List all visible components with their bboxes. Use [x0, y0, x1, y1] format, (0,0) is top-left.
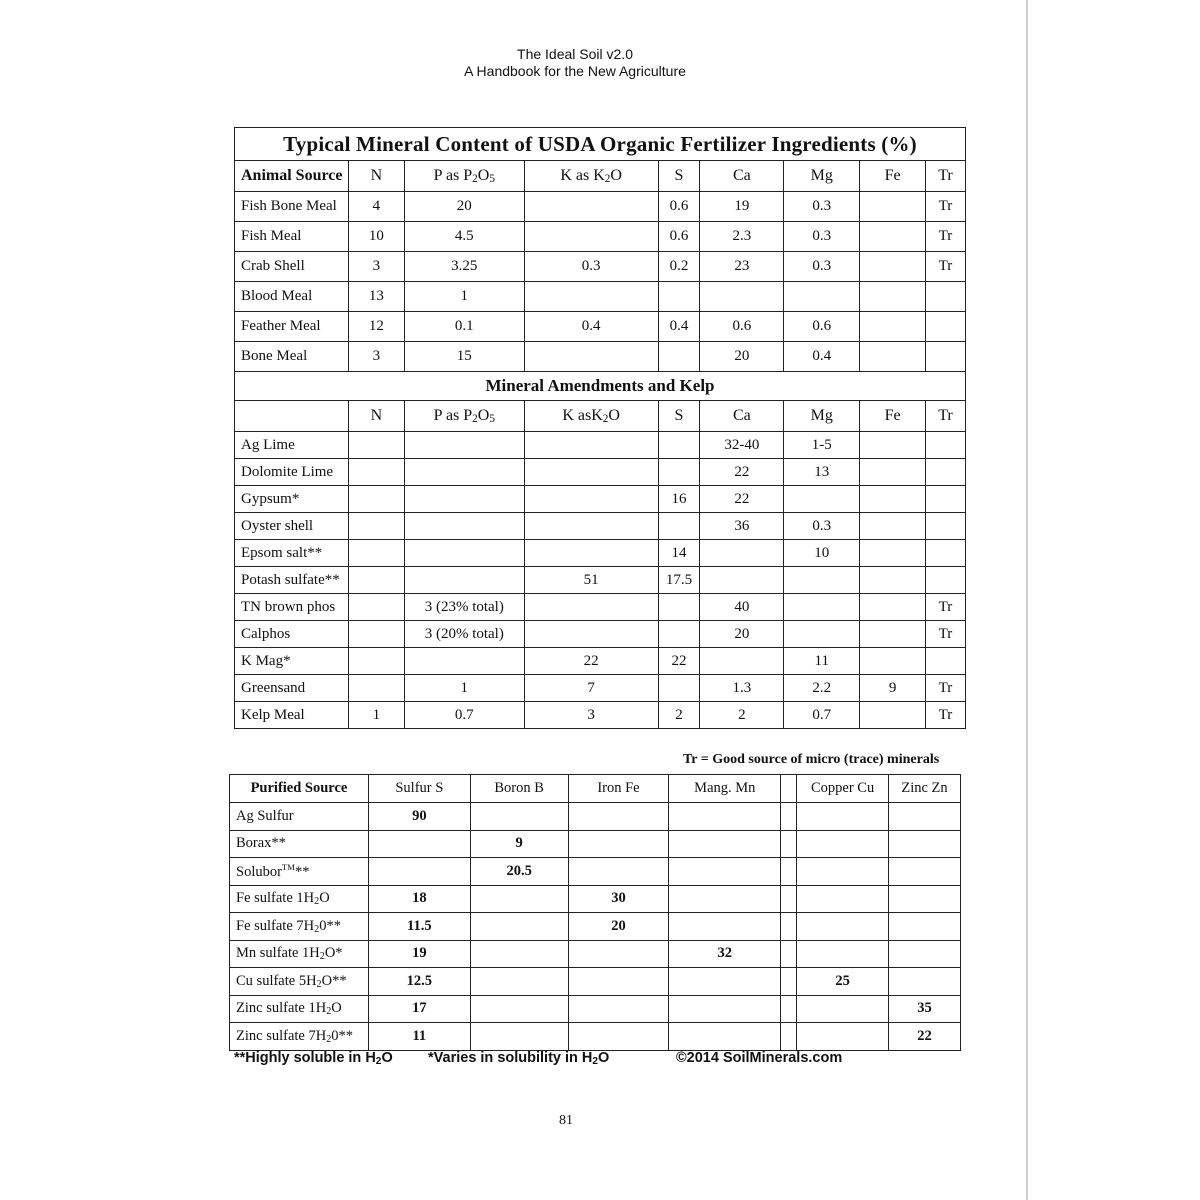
table-cell	[348, 432, 404, 459]
row-label: Crab Shell	[235, 252, 349, 282]
table-row	[230, 803, 961, 831]
table-row	[235, 282, 966, 312]
table-title: Typical Mineral Content of USDA Organic Fertilizer Ingredients (%)	[235, 128, 966, 161]
table-cell	[781, 830, 797, 858]
table-cell: 3	[348, 342, 404, 372]
table-row	[235, 675, 966, 702]
table-cell	[889, 940, 961, 968]
table-cell	[669, 968, 781, 996]
table-cell: Tr	[926, 702, 966, 729]
column-header: Zinc Zn	[889, 775, 961, 803]
row-label: Potash sulfate**	[235, 567, 349, 594]
table-cell	[348, 648, 404, 675]
table-cell: 19	[368, 940, 470, 968]
table-row	[230, 913, 961, 941]
table-cell: 0.6	[658, 192, 700, 222]
row-label: TN brown phos	[235, 594, 349, 621]
table-cell: 13	[784, 459, 860, 486]
column-header: K as $K_2O$	[524, 161, 658, 192]
table-cell: 0.3	[784, 192, 860, 222]
table-cell: 11.5	[368, 913, 470, 941]
table-row	[235, 486, 966, 513]
table-cell	[860, 621, 926, 648]
table-cell: 0.6	[784, 312, 860, 342]
table-row	[235, 702, 966, 729]
table-cell	[470, 1023, 568, 1051]
table-cell	[524, 486, 658, 513]
table-row	[235, 621, 966, 648]
table-cell: 20	[700, 342, 784, 372]
table-row	[235, 594, 966, 621]
table-cell: 16	[658, 486, 700, 513]
table-cell	[669, 803, 781, 831]
copyright: ©2014 SoilMinerals.com	[676, 1050, 843, 1066]
table-row	[235, 540, 966, 567]
table-cell: 36	[700, 513, 784, 540]
table-cell	[700, 648, 784, 675]
table-cell: 0.4	[784, 342, 860, 372]
animal-header-row	[235, 161, 966, 192]
column-header: Mang. Mn	[669, 775, 781, 803]
column-header	[781, 775, 797, 803]
table-cell: 15	[404, 342, 524, 372]
row-label: Ag Sulfur	[230, 803, 369, 831]
table-cell	[524, 342, 658, 372]
table-cell	[470, 803, 568, 831]
table-cell	[860, 648, 926, 675]
column-header: Iron Fe	[568, 775, 669, 803]
table-cell	[470, 940, 568, 968]
trace-note: Tr = Good source of micro (trace) minerals	[683, 752, 940, 767]
table-cell: 17.5	[658, 567, 700, 594]
table-cell: 2.3	[700, 222, 784, 252]
table-cell	[658, 594, 700, 621]
row-label: Zinc sulfate $7H_20**$	[230, 1023, 369, 1051]
column-header	[235, 401, 349, 432]
table-row	[230, 830, 961, 858]
table-cell	[524, 621, 658, 648]
table-cell: 4.5	[404, 222, 524, 252]
table-row	[235, 459, 966, 486]
column-header: S	[658, 401, 700, 432]
table-cell	[524, 513, 658, 540]
table-cell	[889, 803, 961, 831]
table-cell: 0.2	[658, 252, 700, 282]
column-header: P as $P_2O_5$	[404, 401, 524, 432]
table-cell	[860, 312, 926, 342]
column-header: Boron B	[470, 775, 568, 803]
row-label: Fish Bone Meal	[235, 192, 349, 222]
column-header: N	[348, 401, 404, 432]
table-row	[235, 192, 966, 222]
table-cell	[568, 830, 669, 858]
table-cell	[860, 282, 926, 312]
table-cell	[669, 995, 781, 1023]
table-cell: 2	[700, 702, 784, 729]
table-cell	[669, 913, 781, 941]
table-row	[235, 648, 966, 675]
table-row	[235, 567, 966, 594]
table-cell: 1	[404, 675, 524, 702]
footnote-varies	[428, 1050, 609, 1066]
table-cell: 22	[700, 486, 784, 513]
table-cell	[404, 567, 524, 594]
table-cell	[889, 968, 961, 996]
table-cell	[348, 594, 404, 621]
row-label: Dolomite Lime	[235, 459, 349, 486]
table-cell: 1.3	[700, 675, 784, 702]
table-cell	[797, 885, 889, 913]
table-row	[235, 432, 966, 459]
row-label: Calphos	[235, 621, 349, 648]
table-cell: 9	[470, 830, 568, 858]
table-cell: 40	[700, 594, 784, 621]
table-cell	[669, 858, 781, 886]
table-cell	[889, 830, 961, 858]
row-label: Bone Meal	[235, 342, 349, 372]
table-cell	[860, 459, 926, 486]
table-cell	[781, 968, 797, 996]
row-label: Kelp Meal	[235, 702, 349, 729]
column-header: Mg	[784, 161, 860, 192]
table-row	[230, 968, 961, 996]
table-row	[235, 312, 966, 342]
table-cell	[889, 858, 961, 886]
table-cell	[797, 913, 889, 941]
column-header: N	[348, 161, 404, 192]
table-cell	[797, 940, 889, 968]
table-cell: 2.2	[784, 675, 860, 702]
table-cell	[524, 459, 658, 486]
table-cell	[781, 913, 797, 941]
table-cell	[860, 540, 926, 567]
table-cell	[568, 968, 669, 996]
running-header	[0, 46, 1200, 80]
table-cell: 20	[700, 621, 784, 648]
table-cell	[860, 222, 926, 252]
column-header: Mg	[784, 401, 860, 432]
table-cell: 0.7	[404, 702, 524, 729]
column-header: Tr	[926, 161, 966, 192]
table-cell	[700, 540, 784, 567]
row-label: Zinc sulfate $1H_2O$	[230, 995, 369, 1023]
table-cell: 22	[889, 1023, 961, 1051]
fn-varies-text: *Varies in solubility in $H_2O$	[428, 1050, 610, 1067]
column-header: Sulfur S	[368, 775, 470, 803]
table-cell	[700, 282, 784, 312]
table-cell: 19	[700, 192, 784, 222]
mineral-title-row	[235, 372, 966, 401]
table-cell: 23	[700, 252, 784, 282]
row-label: K Mag*	[235, 648, 349, 675]
table-cell: 3	[348, 252, 404, 282]
table-cell: 0.1	[404, 312, 524, 342]
table-cell	[860, 567, 926, 594]
table-cell	[348, 486, 404, 513]
column-header: Tr	[926, 401, 966, 432]
table-cell	[781, 885, 797, 913]
table-cell: 1-5	[784, 432, 860, 459]
table-cell	[568, 995, 669, 1023]
table-cell: 3 (20% total)	[404, 621, 524, 648]
table-row	[230, 858, 961, 886]
book-subtitle: A Handbook for the New Agriculture	[464, 63, 686, 79]
table-cell	[926, 459, 966, 486]
table-cell	[889, 913, 961, 941]
table-cell: 1	[404, 282, 524, 312]
table-cell: 4	[348, 192, 404, 222]
table-cell	[348, 540, 404, 567]
table-cell	[524, 282, 658, 312]
table-cell	[658, 621, 700, 648]
row-label: Feather Meal	[235, 312, 349, 342]
table-cell	[781, 940, 797, 968]
table-cell: 0.7	[784, 702, 860, 729]
table-cell	[404, 459, 524, 486]
table-cell	[470, 968, 568, 996]
table-cell: 0.6	[658, 222, 700, 252]
table-cell	[860, 702, 926, 729]
table-cell	[568, 1023, 669, 1051]
table-cell: 30	[568, 885, 669, 913]
table-row	[235, 513, 966, 540]
purified-header-row	[230, 775, 961, 803]
table-cell	[926, 648, 966, 675]
table-cell: 10	[784, 540, 860, 567]
table-cell: 20.5	[470, 858, 568, 886]
table-cell	[348, 459, 404, 486]
mineral-header-row	[235, 401, 966, 432]
table-cell: 0.4	[524, 312, 658, 342]
table-cell	[797, 1023, 889, 1051]
column-header: Fe	[860, 401, 926, 432]
table-cell: 7	[524, 675, 658, 702]
table-cell	[404, 432, 524, 459]
table-cell	[658, 342, 700, 372]
table-cell	[368, 830, 470, 858]
footnote-highly-soluble	[234, 1050, 393, 1066]
section-title: Mineral Amendments and Kelp	[235, 372, 966, 401]
table-cell: 0.3	[524, 252, 658, 282]
table-cell: 51	[524, 567, 658, 594]
table-cell	[860, 486, 926, 513]
table-cell: 25	[797, 968, 889, 996]
row-label: Ag Lime	[235, 432, 349, 459]
column-header: S	[658, 161, 700, 192]
table-cell: 17	[368, 995, 470, 1023]
table-cell	[669, 830, 781, 858]
table-cell	[568, 940, 669, 968]
table-cell	[860, 192, 926, 222]
table-cell	[784, 567, 860, 594]
table-cell	[926, 342, 966, 372]
table-cell: 20	[568, 913, 669, 941]
table-cell: Tr	[926, 222, 966, 252]
table-cell: Tr	[926, 675, 966, 702]
row-label: Fe sulfate $1H_2O$	[230, 885, 369, 913]
table-cell	[669, 885, 781, 913]
table-cell: 0.6	[700, 312, 784, 342]
table-cell: 0.3	[784, 252, 860, 282]
fertilizer-table	[234, 127, 966, 729]
column-header: Ca	[700, 161, 784, 192]
table-row	[230, 995, 961, 1023]
table-cell	[658, 282, 700, 312]
table-row	[230, 885, 961, 913]
table-cell: 90	[368, 803, 470, 831]
table-row	[230, 1023, 961, 1051]
table-cell: 0.4	[658, 312, 700, 342]
table-cell: 9	[860, 675, 926, 702]
table-cell: 22	[524, 648, 658, 675]
table-cell: 11	[368, 1023, 470, 1051]
table-cell	[524, 222, 658, 252]
table-cell	[784, 594, 860, 621]
table-cell: 0.3	[784, 222, 860, 252]
column-header: Fe	[860, 161, 926, 192]
row-label: Fish Meal	[235, 222, 349, 252]
row-label: Oyster shell	[235, 513, 349, 540]
table-cell	[404, 486, 524, 513]
table-cell: 32-40	[700, 432, 784, 459]
row-label: Solubor™**	[230, 858, 369, 886]
table-cell: 3	[524, 702, 658, 729]
table-cell	[860, 342, 926, 372]
row-label: Epsom salt**	[235, 540, 349, 567]
table-cell	[524, 432, 658, 459]
column-header: Ca	[700, 401, 784, 432]
table-cell	[658, 675, 700, 702]
table-cell	[470, 995, 568, 1023]
table-cell: 12	[348, 312, 404, 342]
table-cell: 11	[784, 648, 860, 675]
table-cell	[404, 648, 524, 675]
purified-source-header: Purified Source	[230, 775, 369, 803]
table-cell	[926, 432, 966, 459]
table-cell: Tr	[926, 621, 966, 648]
table-cell	[348, 567, 404, 594]
table-cell	[781, 858, 797, 886]
table-cell: 2	[658, 702, 700, 729]
row-label: Borax**	[230, 830, 369, 858]
table-cell: 18	[368, 885, 470, 913]
table-cell	[926, 513, 966, 540]
fn-highly-soluble-text: **Highly soluble in $H_2O$	[234, 1050, 393, 1067]
table-cell	[784, 486, 860, 513]
table-cell: 3 (23% total)	[404, 594, 524, 621]
table-cell	[797, 830, 889, 858]
table-cell	[889, 885, 961, 913]
book-title: The Ideal Soil v2.0	[517, 46, 633, 62]
table-cell	[348, 675, 404, 702]
row-label: Fe sulfate $7H_20**$	[230, 913, 369, 941]
row-label: Blood Meal	[235, 282, 349, 312]
row-label: Gypsum*	[235, 486, 349, 513]
table-cell	[784, 621, 860, 648]
table-cell	[568, 858, 669, 886]
table-row	[230, 940, 961, 968]
table-cell: 14	[658, 540, 700, 567]
column-header: P as $P_2O_5$	[404, 161, 524, 192]
table-cell	[700, 567, 784, 594]
table-cell	[781, 1023, 797, 1051]
table-row	[235, 342, 966, 372]
table-cell	[524, 192, 658, 222]
table-cell	[524, 594, 658, 621]
table-cell	[404, 513, 524, 540]
table-cell	[926, 282, 966, 312]
table-cell: 10	[348, 222, 404, 252]
row-label: Greensand	[235, 675, 349, 702]
animal-source-header: Animal Source	[235, 161, 349, 192]
table-cell	[797, 858, 889, 886]
table-cell	[797, 995, 889, 1023]
table-cell	[568, 803, 669, 831]
table-cell: 0.3	[784, 513, 860, 540]
table-row	[235, 222, 966, 252]
table-cell	[348, 513, 404, 540]
table-cell: 13	[348, 282, 404, 312]
table-cell: Tr	[926, 252, 966, 282]
table-cell: 32	[669, 940, 781, 968]
table-cell	[784, 282, 860, 312]
table-cell	[926, 486, 966, 513]
table-cell	[524, 540, 658, 567]
table-cell	[658, 513, 700, 540]
table-cell: 22	[658, 648, 700, 675]
table-cell	[470, 885, 568, 913]
table-cell	[926, 567, 966, 594]
table-cell	[860, 252, 926, 282]
row-label: Cu sulfate $5H_2O**$	[230, 968, 369, 996]
table-cell: 20	[404, 192, 524, 222]
purified-source-table	[229, 774, 961, 1051]
table-cell	[860, 594, 926, 621]
table-cell	[404, 540, 524, 567]
table-cell	[470, 913, 568, 941]
table-cell	[860, 513, 926, 540]
table-cell: 1	[348, 702, 404, 729]
table-cell: 22	[700, 459, 784, 486]
column-header: K asK$_2$O	[524, 401, 658, 432]
table-cell: Tr	[926, 192, 966, 222]
table-cell	[781, 803, 797, 831]
table-cell	[860, 432, 926, 459]
table-cell	[797, 803, 889, 831]
table-cell: 35	[889, 995, 961, 1023]
page-edge	[1026, 0, 1028, 1200]
table-cell: 3.25	[404, 252, 524, 282]
table-cell	[348, 621, 404, 648]
table-cell	[368, 858, 470, 886]
table-cell: Tr	[926, 594, 966, 621]
table-cell: 12.5	[368, 968, 470, 996]
table-row	[235, 252, 966, 282]
table-cell	[926, 312, 966, 342]
table-cell	[658, 459, 700, 486]
page-number: 81	[559, 1113, 573, 1128]
table-cell	[926, 540, 966, 567]
column-header: Copper Cu	[797, 775, 889, 803]
table-cell	[669, 1023, 781, 1051]
row-label: Mn sulfate $1H_2O*$	[230, 940, 369, 968]
table-cell	[658, 432, 700, 459]
table-cell	[781, 995, 797, 1023]
